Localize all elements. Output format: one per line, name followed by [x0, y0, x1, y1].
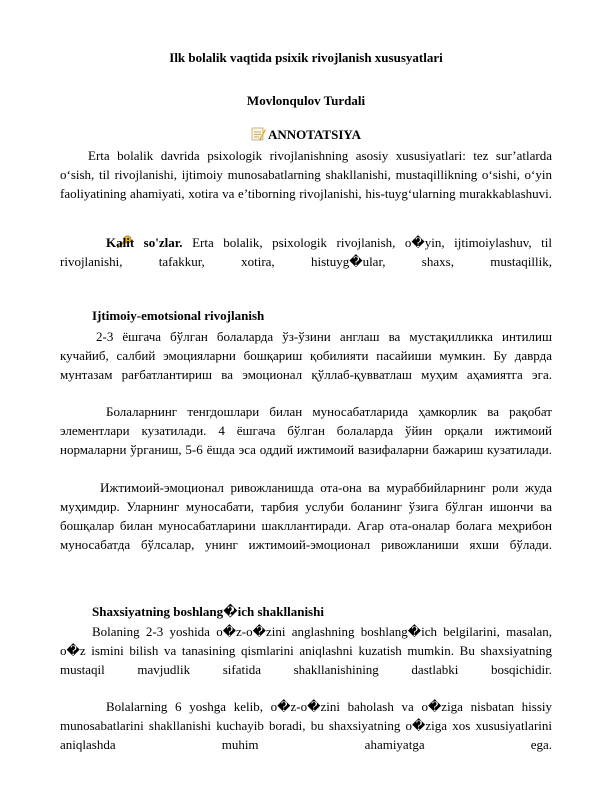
keywords-paragraph [60, 233, 552, 290]
section-heading-personality: Shaxsiyatning boshlang�ich shakllanishi [92, 604, 324, 619]
document-title: Ilk bolalik vaqtida psixik rivojlanish xususyatlari [169, 50, 443, 65]
key-icon [88, 235, 104, 249]
annotation-heading-line [0, 126, 612, 143]
keywords-text: Erta bolalik, psixologik rivojlanish, o�yin, ijtimoiylashuv, til rivojlanishi, tafakkur, xotira, histuyg�ular, shaxs, mustaqillik, [60, 235, 552, 269]
keywords-label: Kalit so'zlar. [106, 235, 183, 250]
section-heading-social-emotional: Ijtimoiy-emotsional rivojlanish [92, 308, 265, 323]
section2-paragraph-2: Bolalarning 6 yoshga kelib, o�z-o�zini baholash va o�ziga nisbatan hissiy munosabatlarini shakllanishi kuchayib boradi, bu shaxsiyatning o�ziga xos xususiyatlarini aniqlashda muhim ahamiyatga ega. [60, 699, 552, 752]
section1-paragraph-3: Ижтимоий-эмоционал ривожланишда ота-она ва мураббийларнинг роли жуда муҳимдир. Уларнинг муносабати, тарбия услуби боланинг ўзига бўлган ишончи ва бошқалар билан муносабатларини шакллантиради. Агар ота-оналар болага меҳрибон муносабатда бўлсалар, унинг ижтимоий-эмоционал ривожланиши яхши бўлади. [60, 480, 552, 552]
section2-paragraph-1: Bolaning 2-3 yoshida o�z-o�zini anglashning boshlang�ich belgilarini, masalan, o�z ismini bilish va tanasining qismlarini aniqlashni kuzatish mumkin. Bu shaxsiyatning mustaqil mavjudlik sifatida shakllanishining dastlabki bosqichidir. [60, 624, 552, 677]
author-name: Movlonqulov Turdali [246, 93, 366, 108]
annotation-heading: ANNOTATSIYA [268, 127, 361, 142]
annotation-text: Erta bolalik davrida psixologik rivojlanishning asosiy xususiyatlari: tez sur’atlarda o‘sish, til rivojlanishi, ijtimoiy munosabatlarning shakllanishi, mustaqillikning o‘sishi, o‘yin faoliyatining ahamiyati, xotira va e’tiborning rivojlanishi, his-tuyg‘ularning murakkablashuvi. [60, 148, 552, 201]
memo-icon [251, 126, 266, 141]
section1-paragraph-1: 2-3 ёшгача бўлган болаларда ўз-ўзини англаш ва мустақилликка интилиш кучайиб, салбий эмоцияларни бошқариш қобилияти пасайиши мумкин. Бу даврда мунтазам рағбатлантириш ва эмоционал қўллаб-қувватлаш муҳим аҳамиятга эга. [60, 329, 552, 382]
section1-paragraph-2: Болаларнинг тенгдошлари билан муносабатларида ҳамкорлик ва рақобат элементлари кузатилади. 4 ёшгача бўлган болаларда ўйин орқали ижтимоий нормаларни ўрганиш, 5-6 ёшда эса оддий ижтимоий вазифаларни бажариш кузатилади. [60, 404, 552, 457]
